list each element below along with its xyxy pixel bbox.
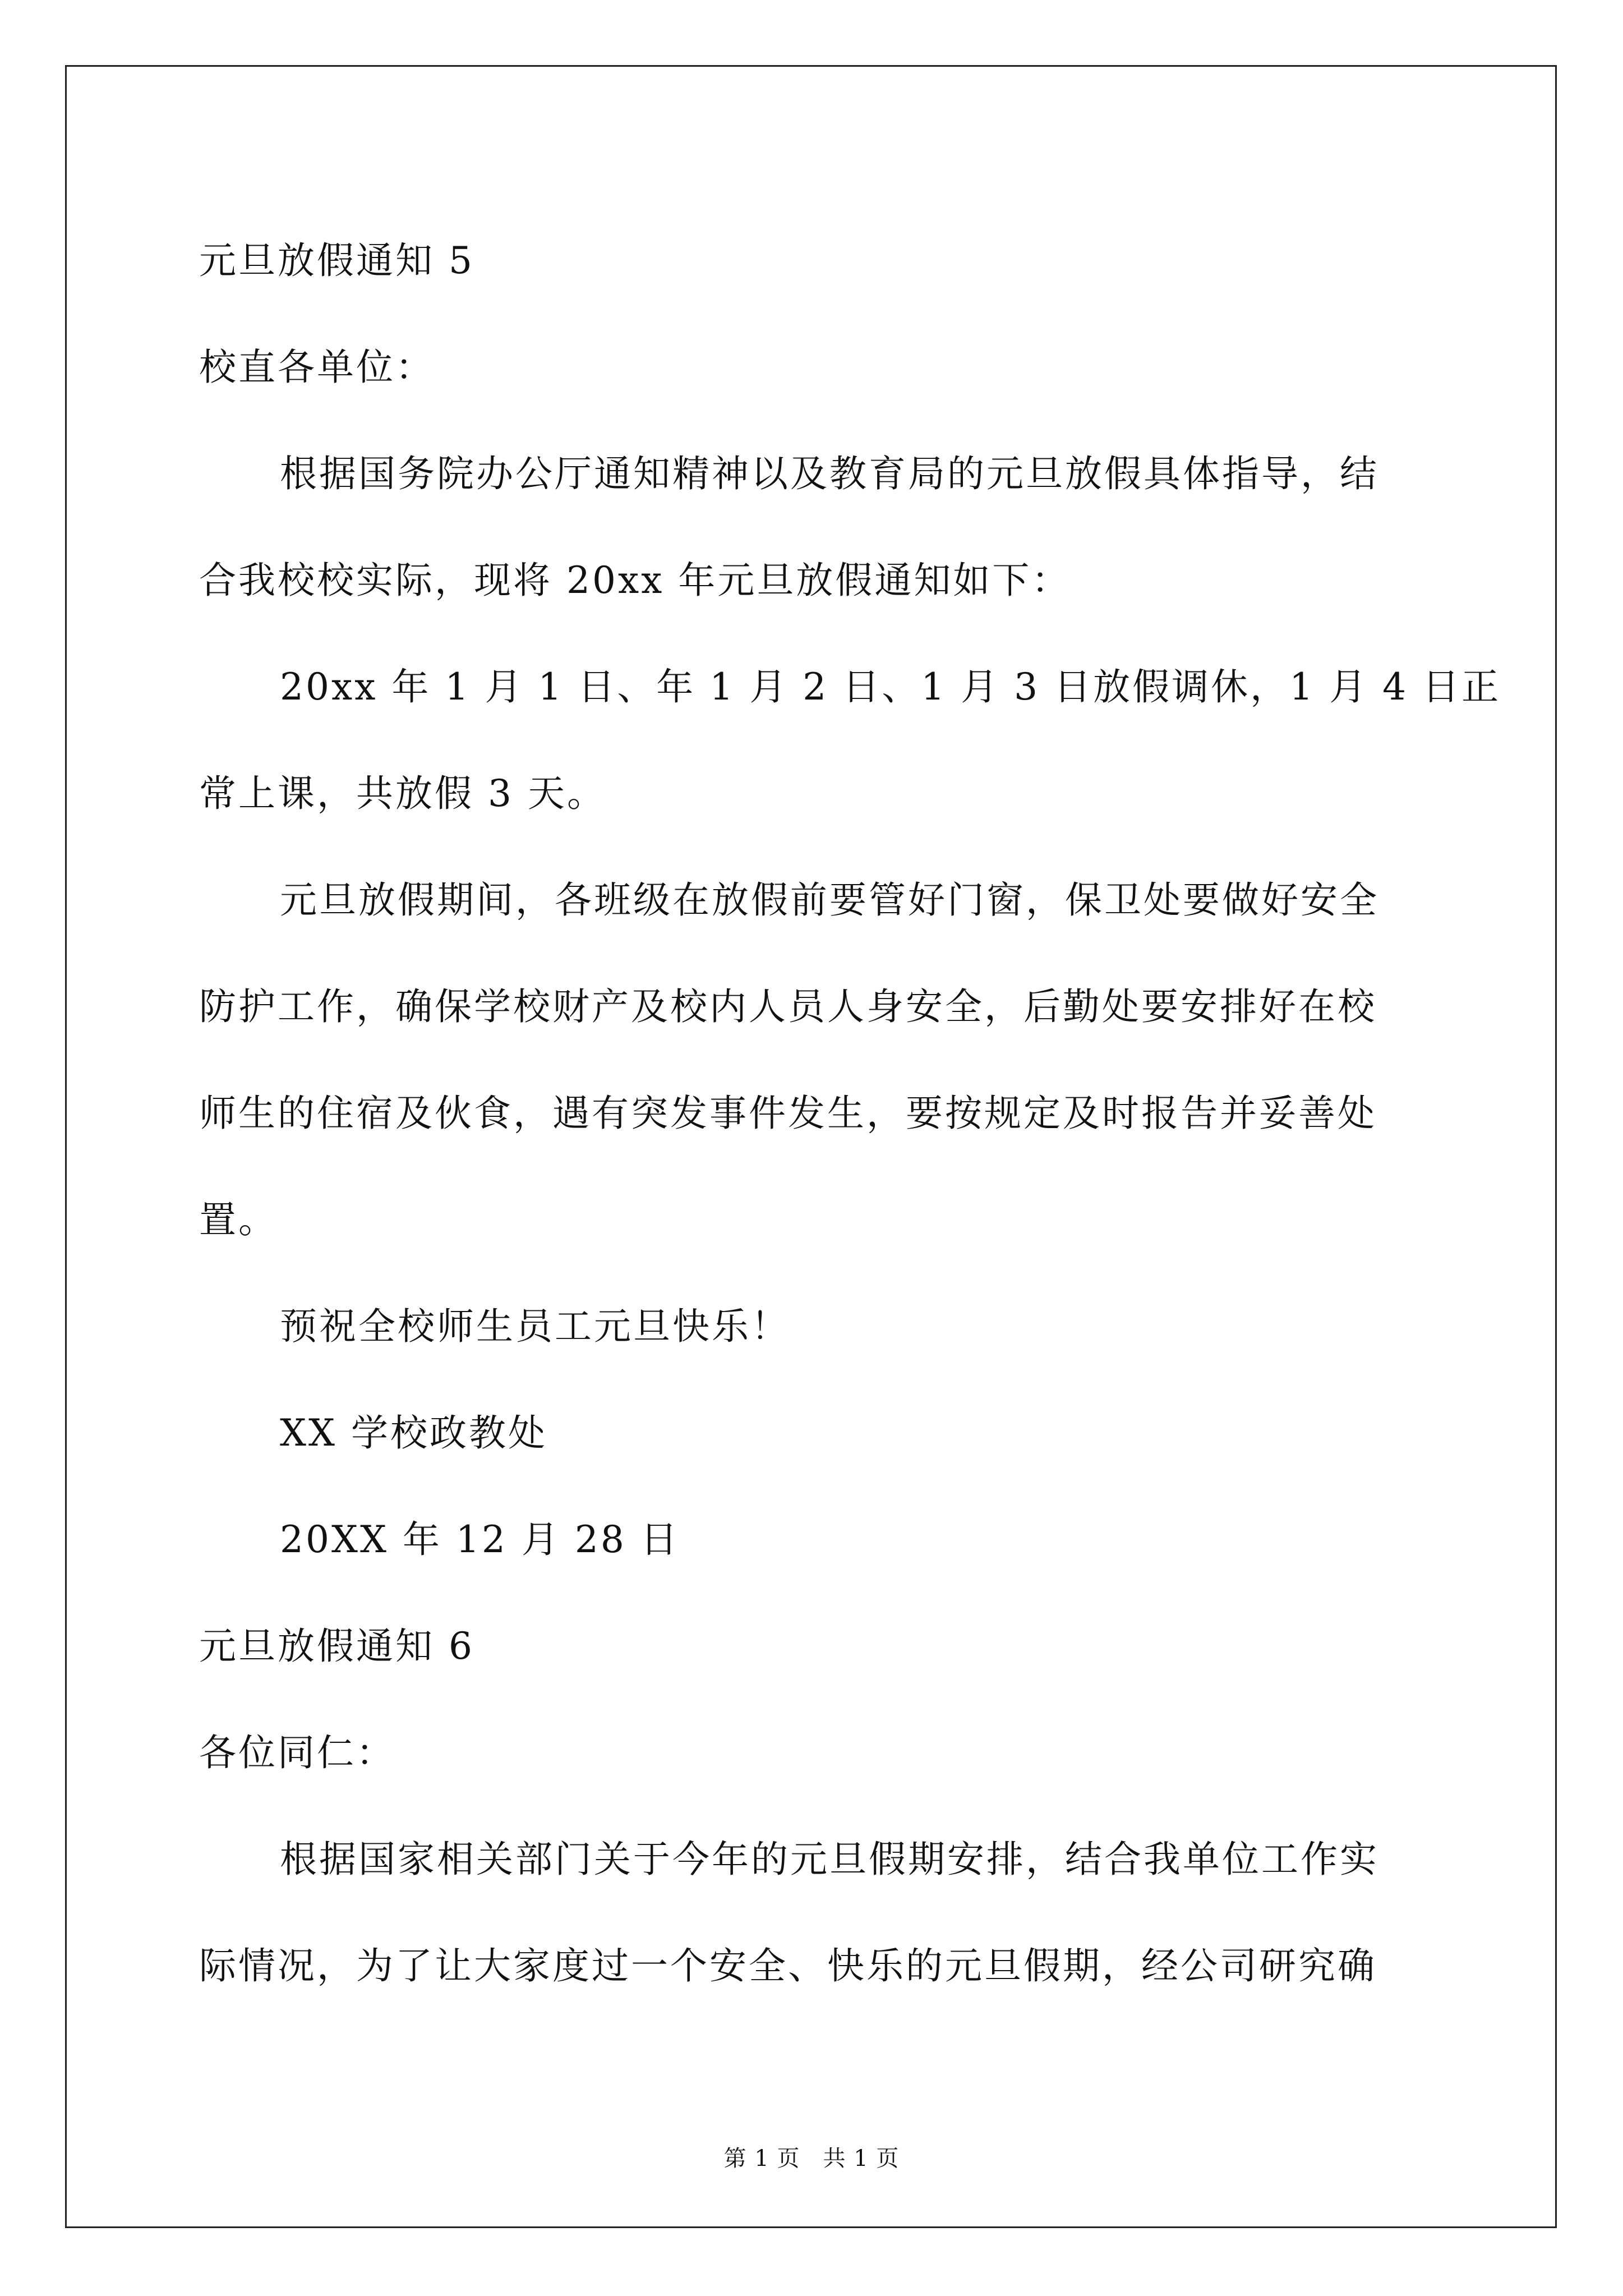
section-title: 元旦放假通知 6 [199,1625,474,1668]
document-body [199,208,1501,2019]
closing-wish: 预祝全校师生员工元旦快乐！ [280,1305,790,1348]
paragraph-line: 根据国家相关部门关于今年的元旦假期安排，结合我单位工作实 [280,1838,1379,1881]
paragraph-line: 防护工作，确保学校财产及校内人员人身安全，后勤处要安排好在校 [199,985,1377,1028]
paragraph-line: 合我校校实际，现将 20xx 年元旦放假通知如下： [199,559,1071,602]
section-title: 元旦放假通知 5 [199,239,474,282]
signature-date: 20XX 年 12 月 28 日 [280,1518,680,1561]
paragraph-line: 置。 [199,1198,278,1241]
paragraph-line: 师生的住宿及伙食，遇有突发事件发生，要按规定及时报告并妥善处 [199,1092,1377,1135]
paragraph-line: 际情况，为了让大家度过一个安全、快乐的元旦假期，经公司研究确 [199,1944,1377,1987]
signature-org: XX 学校政教处 [280,1411,547,1455]
paragraph-line: 根据国务院办公厅通知精神以及教育局的元旦放假具体指导，结 [280,452,1379,495]
paragraph-line: 元旦放假期间，各班级在放假前要管好门窗，保卫处要做好安全 [280,878,1379,922]
page-number: 第 1 页 共 1 页 [723,2146,900,2171]
salutation: 校直各单位： [199,346,435,389]
paragraph-line: 20xx 年 1 月 1 日、年 1 月 2 日、1 月 3 日放假调休，1 月 4 日正 [280,665,1501,708]
salutation: 各位同仁： [199,1731,395,1774]
paragraph-line: 常上课，共放假 3 天。 [199,772,606,815]
